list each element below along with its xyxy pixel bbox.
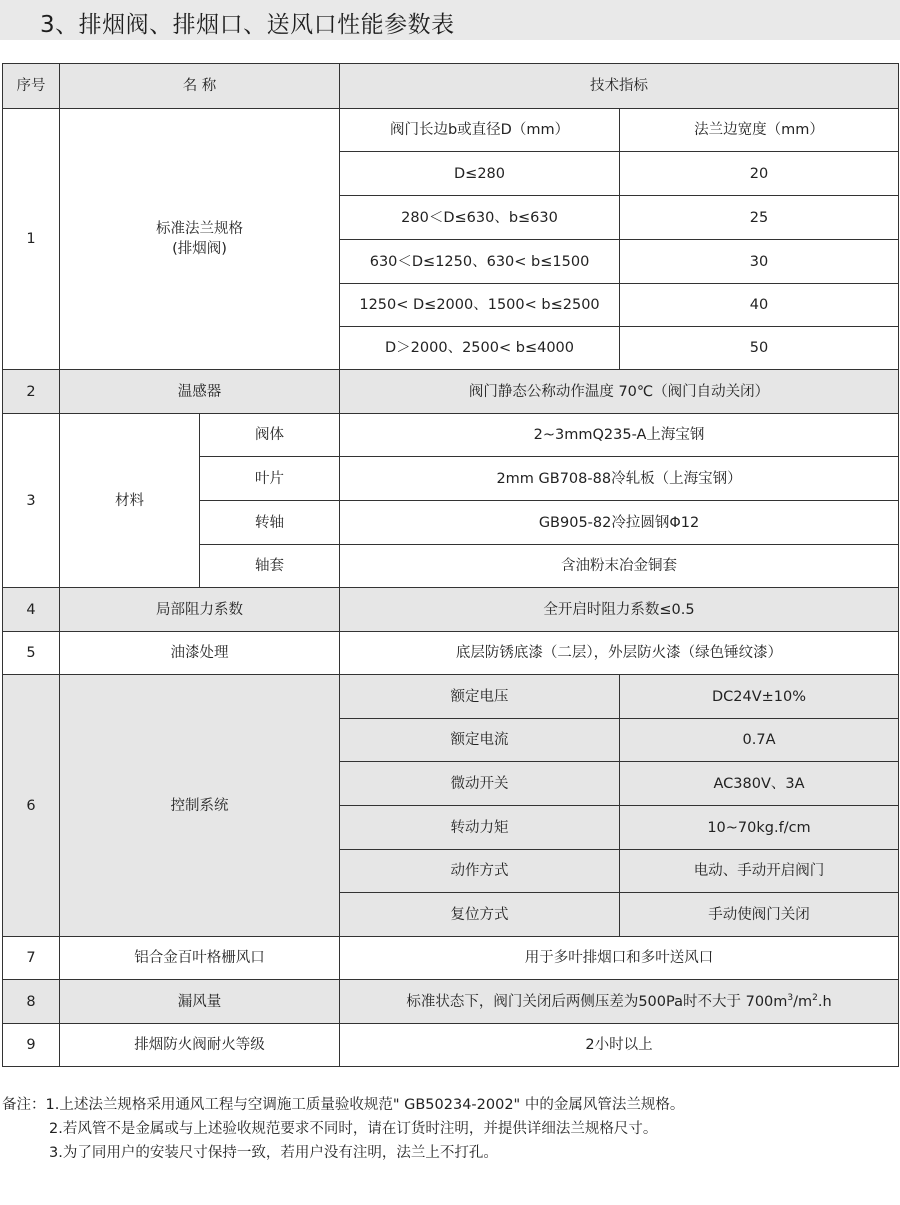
table-row [3,937,899,980]
table-header-row [3,64,899,109]
table-row [3,980,899,1024]
row6-value: DC24V±10% [620,675,899,719]
row1-cond: D＞2000、2500< b≤4000 [340,327,620,370]
row1-col-a-header: 阀门长边b或直径D（mm） [340,109,620,152]
row1-name-line1: 标准法兰规格 [156,221,243,237]
row3-value: GB905-82冷拉圆钢Φ12 [340,501,899,545]
header-spec: 技术指标 [340,64,899,109]
row1-cond: D≤280 [340,152,620,196]
title-bar [0,0,900,40]
table-row [3,1024,899,1067]
row3-part: 阀体 [200,414,340,457]
table-row [3,632,899,675]
row9-name: 排烟防火阀耐火等级 [60,1024,340,1067]
row2-name: 温感器 [60,370,340,414]
row6-value: 手动使阀门关闭 [620,893,899,937]
row6-value: 10~70kg.f/cm [620,806,899,850]
row6-value: 0.7A [620,719,899,762]
row6-seq: 6 [3,675,60,937]
row1-col-b-header: 法兰边宽度（mm） [620,109,899,152]
row6-param: 微动开关 [340,762,620,806]
row1-width: 50 [620,327,899,370]
row6-param: 额定电流 [340,719,620,762]
table-row [3,109,899,152]
note-line-1: 备注：1.上述法兰规格采用通风工程与空调施工质量验收规范" GB50234-2002" 中的金属风管法兰规格。 [2,1097,685,1113]
row2-seq: 2 [3,370,60,414]
row8-value-mid: /m [793,993,813,1010]
row1-name [60,109,340,370]
row1-seq: 1 [3,109,60,370]
row4-name: 局部阻力系数 [60,588,340,632]
table-row [3,414,899,457]
note-line-2: 2.若风管不是金属或与上述验收规范要求不同时，请在订货时注明，并提供详细法兰规格尺寸。 [49,1121,658,1137]
row3-value: 含油粉末冶金铜套 [340,545,899,588]
row2-value: 阀门静态公称动作温度 70℃（阀门自动关闭） [340,370,899,414]
row8-value [340,980,899,1024]
row1-width: 20 [620,152,899,196]
page-title: 3、排烟阀、排烟口、送风口性能参数表 [40,12,455,38]
note-line-3: 3.为了同用户的安装尺寸保持一致，若用户没有注明，法兰上不打孔。 [49,1145,498,1161]
row5-value: 底层防锈底漆（二层），外层防火漆（绿色锤纹漆） [340,632,899,675]
row3-value: 2~3mmQ235-A上海宝钢 [340,414,899,457]
table-row [3,588,899,632]
row4-value: 全开启时阻力系数≤0.5 [340,588,899,632]
row5-seq: 5 [3,632,60,675]
table-row [3,675,899,719]
row6-value: AC380V、3A [620,762,899,806]
row1-name-line2: (排烟阀) [172,241,227,257]
row6-param: 动作方式 [340,850,620,893]
row1-width: 30 [620,240,899,284]
header-seq: 序号 [3,64,60,109]
row6-param: 转动力矩 [340,806,620,850]
row3-part: 叶片 [200,457,340,501]
row8-name: 漏风量 [60,980,340,1024]
row3-part: 轴套 [200,545,340,588]
notes [2,1093,898,1165]
row8-value-suffix: .h [817,993,832,1010]
row8-seq: 8 [3,980,60,1024]
row5-name: 油漆处理 [60,632,340,675]
row1-cond: 280＜D≤630、b≤630 [340,196,620,240]
row8-sup-square: 2 [812,992,818,1003]
row7-value: 用于多叶排烟口和多叶送风口 [340,937,899,980]
row7-name: 铝合金百叶格栅风口 [60,937,340,980]
row3-name: 材料 [60,414,200,588]
row3-part: 转轴 [200,501,340,545]
row6-param: 复位方式 [340,893,620,937]
row7-seq: 7 [3,937,60,980]
row6-param: 额定电压 [340,675,620,719]
performance-table [2,63,899,1067]
row9-value: 2小时以上 [340,1024,899,1067]
row9-seq: 9 [3,1024,60,1067]
row3-seq: 3 [3,414,60,588]
row6-value: 电动、手动开启阀门 [620,850,899,893]
row8-sup-cubic: 3 [787,992,794,1003]
row3-value: 2mm GB708-88冷轧板（上海宝钢） [340,457,899,501]
row6-name: 控制系统 [60,675,340,937]
row1-width: 25 [620,196,899,240]
row1-cond: 630＜D≤1250、630< b≤1500 [340,240,620,284]
table-row [3,370,899,414]
row1-cond: 1250< D≤2000、1500< b≤2500 [340,284,620,327]
header-name: 名 称 [60,64,340,109]
row8-value-prefix: 标准状态下，阀门关闭后两侧压差为500Pa时不大于 700m [406,993,788,1010]
row1-width: 40 [620,284,899,327]
row4-seq: 4 [3,588,60,632]
